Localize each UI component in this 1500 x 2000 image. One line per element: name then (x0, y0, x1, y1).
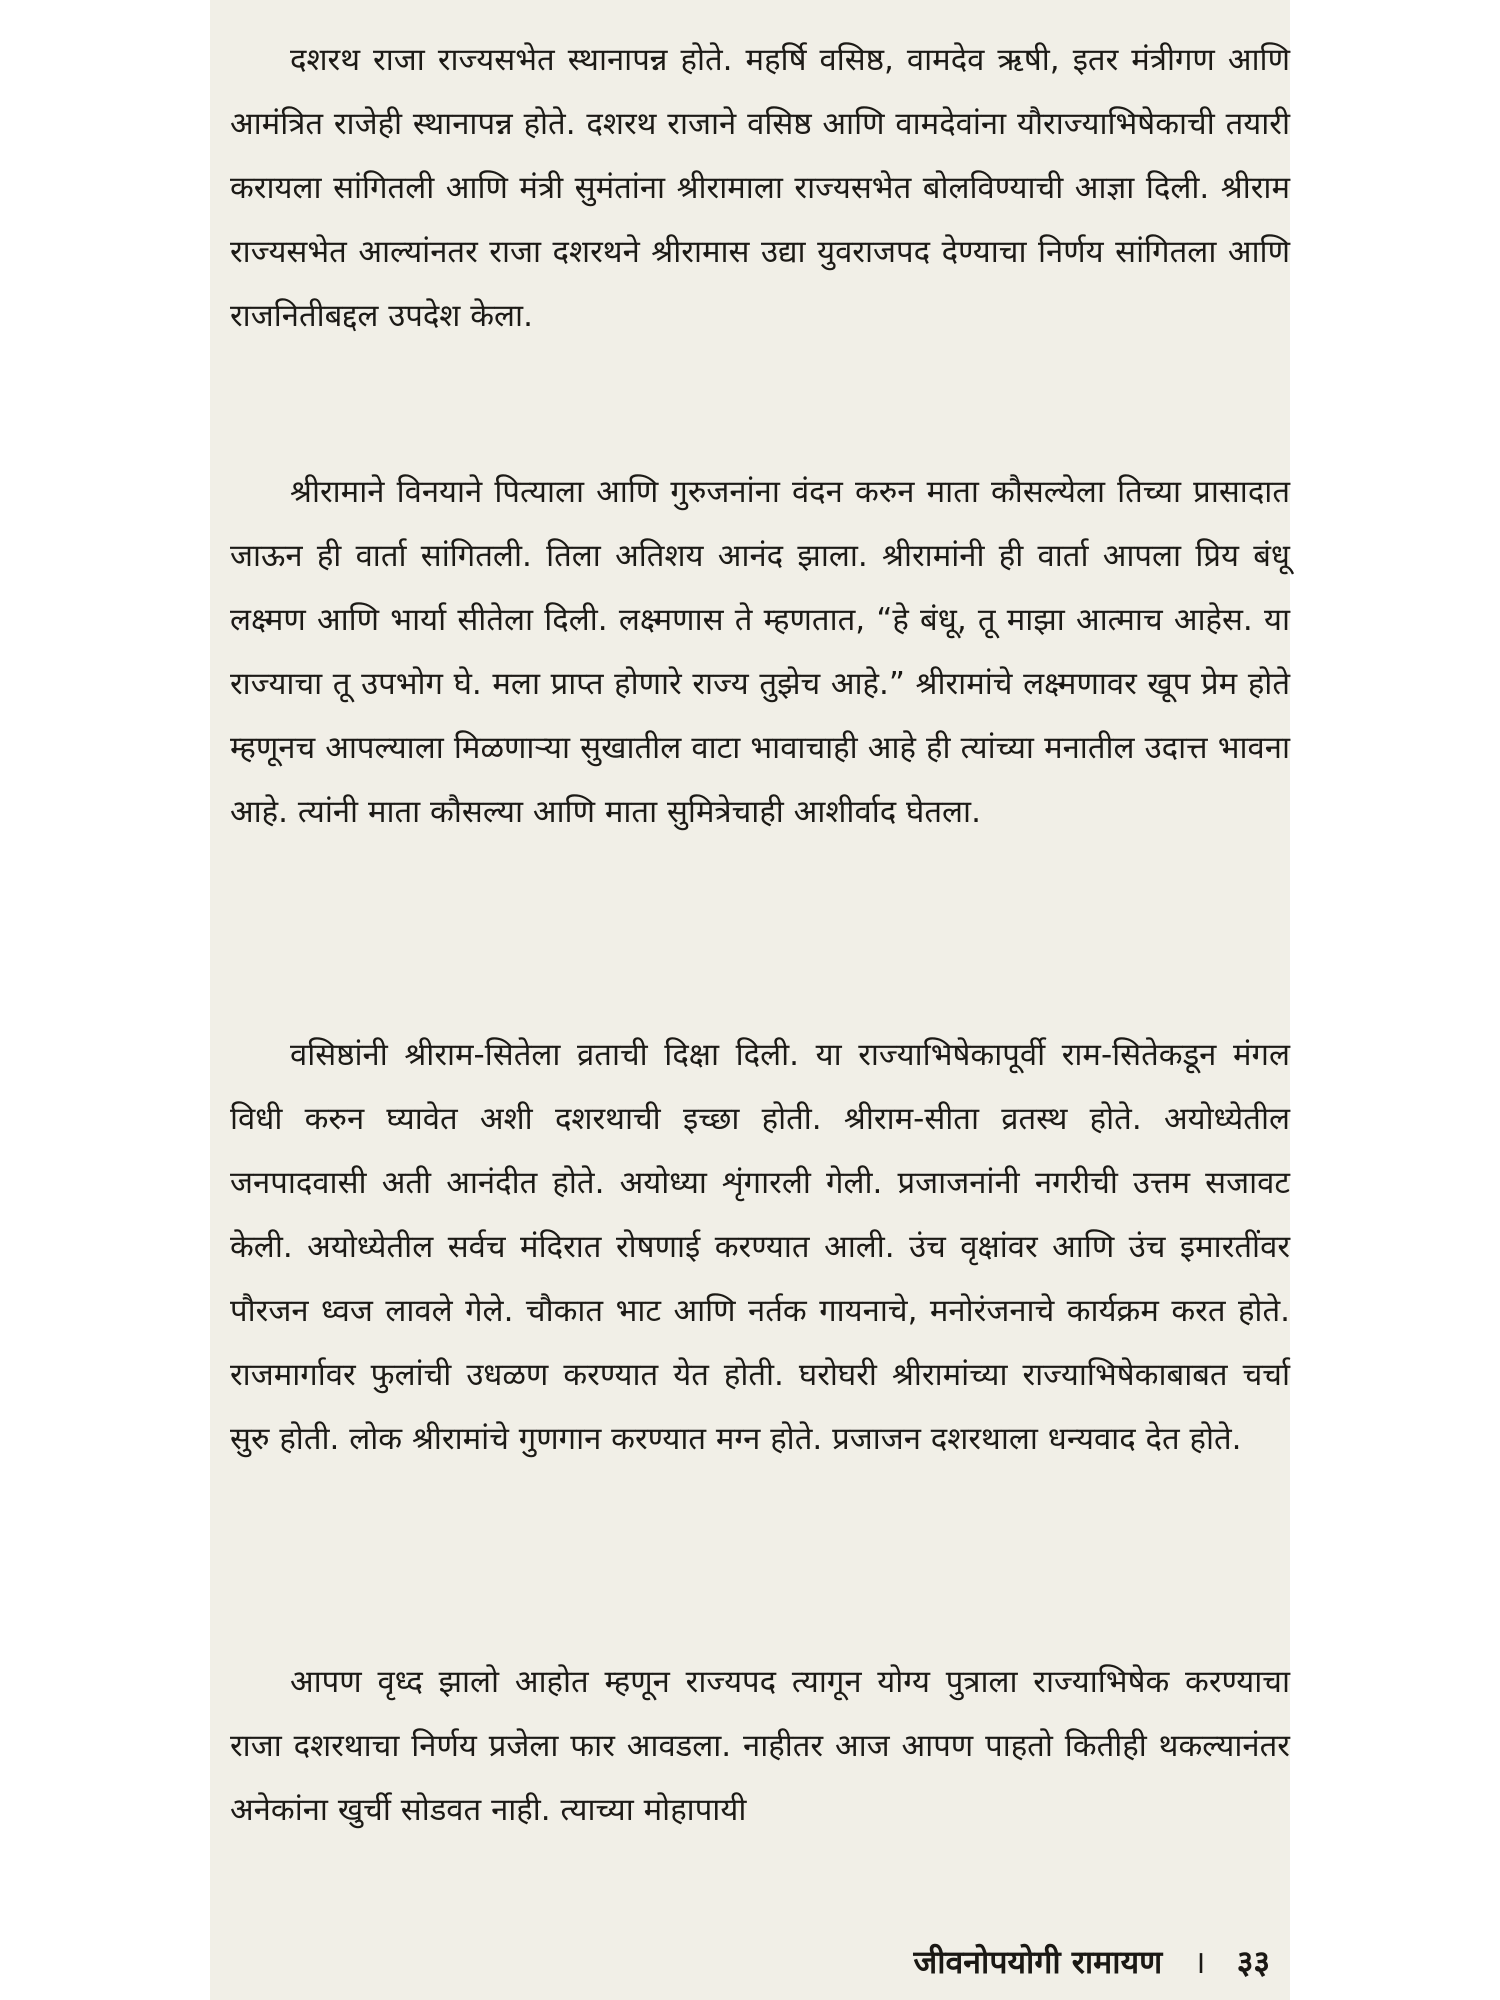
paragraph-3 (230, 1023, 1290, 1471)
paragraph-text: श्रीरामाने विनयाने पित्याला आणि गुरुजनांना वंदन करुन माता कौसल्येला तिच्या प्रासादात जाऊन ही वार्ता सांगितली. तिला अतिशय आनंद झाला. श्रीरामांनी ही वार्ता आपला प्रिय बंधू लक्ष्मण आणि भार्या सीतेला दिली. लक्ष्मणास ते म्हणतात, “हे बंधू, तू माझा आत्माच आहेस. या राज्याचा तू उपभोग घे. मला प्राप्त होणारे राज्य तुझेच आहे.” श्रीरामांचे लक्ष्मणावर खूप प्रेम होते म्हणूनच आपल्याला मिळणाऱ्या सुखातील वाटा भावाचाही आहे ही त्यांच्या मनातील उदात्त भावना आहे. त्यांनी माता कौसल्या आणि माता सुमित्रेचाही आशीर्वाद घेतला. (230, 474, 1290, 830)
paragraph-text: वसिष्ठांनी श्रीराम-सितेला व्रताची दिक्षा दिली. या राज्याभिषेकापूर्वी राम-सितेकडून मंगल विधी करुन घ्यावेत अशी दशरथाची इच्छा होती. श्रीराम-सीता व्रतस्थ होते. अयोध्येतील जनपादवासी अती आनंदीत होते. अयोध्या शृंगारली गेली. प्रजाजनांनी नगरीची उत्तम सजावट केली. अयोध्येतील सर्वच मंदिरात रोषणाई करण्यात आली. उंच वृक्षांवर आणि उंच इमारतींवर पौरजन ध्वज लावले गेले. चौकात भाट आणि नर्तक गायनाचे, मनोरंजनाचे कार्यक्रम करत होते. राजमार्गावर फुलांची उधळण करण्यात येत होती. घरोघरी श्रीरामांच्या राज्याभिषेकाबाबत चर्चा सुरु होती. लोक श्रीरामांचे गुणगान करण्यात मग्न होते. प्रजाजन दशरथाला धन्यवाद देत होते. (230, 1037, 1290, 1457)
paragraph-1 (230, 28, 1290, 348)
footer-separator: । (1193, 1943, 1206, 1981)
paragraph-4 (230, 1650, 1290, 1842)
page-footer (913, 1940, 1270, 1983)
paragraph-2 (230, 460, 1290, 844)
book-title: जीवनोपयोगी रामायण (913, 1943, 1163, 1981)
page-number: ३३ (1236, 1943, 1270, 1981)
paragraph-text: दशरथ राजा राज्यसभेत स्थानापन्न होते. महर्षि वसिष्ठ, वामदेव ऋषी, इतर मंत्रीगण आणि आमंत्रित राजेही स्थानापन्न होते. दशरथ राजाने वसिष्ठ आणि वामदेवांना यौराज्याभिषेकाची तयारी करायला सांगितली आणि मंत्री सुमंतांना श्रीरामाला राज्यसभेत बोलविण्याची आज्ञा दिली. श्रीराम राज्यसभेत आल्यांनतर राजा दशरथने श्रीरामास उद्या युवराजपद देण्याचा निर्णय सांगितला आणि राजनितीबद्दल उपदेश केला. (230, 42, 1291, 334)
paragraph-text: आपण वृध्द झालो आहोत म्हणून राज्यपद त्यागून योग्य पुत्राला राज्याभिषेक करण्याचा राजा दशरथाचा निर्णय प्रजेला फार आवडला. नाहीतर आज आपण पाहतो कितीही थकल्यानंतर अनेकांना खुर्ची सोडवत नाही. त्याच्या मोहापायी (230, 1664, 1290, 1828)
book-page (210, 0, 1290, 2000)
